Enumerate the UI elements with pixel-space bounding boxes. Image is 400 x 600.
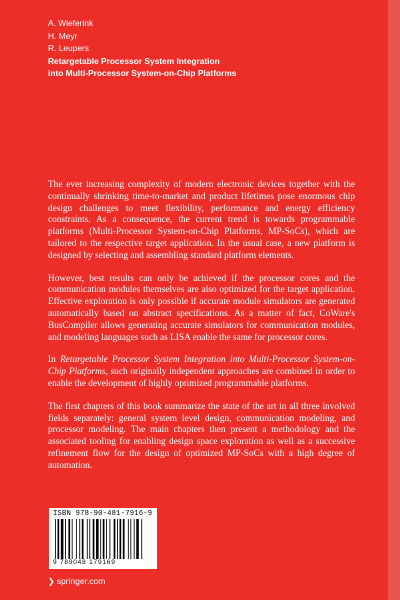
publisher-url-text: springer.com [56, 576, 106, 586]
publisher-url [48, 576, 105, 586]
book-title-line: into Multi-Processor System-on-Chip Platforms [48, 68, 237, 78]
isbn-barcode [49, 508, 157, 569]
cover-edge-strip [388, 0, 400, 600]
blurb-paragraph: The first chapters of this book summarize the state of the art in all three involved fields separately: general system level design, communication modeling, and processor modeling. The main chapters then present a methodology and the associated tooling for enabling design space exploration as well as a successive refinement flow for the design of optimized MP-SoCs with a high degree of automation. [48, 401, 355, 471]
blurb-paragraph [48, 355, 355, 390]
book-title-line: Retargetable Processor System Integration [48, 55, 220, 66]
arrow-icon: ❯ [48, 577, 55, 586]
blurb-paragraph: The ever increasing complexity of modern electronic devices together with the continually shrinking time-to-market and product lifetimes pose enormous chip design challenges to meet flexibility, performance and energy efficiency constraints. As a consequence, the current trend is towards programmable platforms (Multi-Processor System-on-Chip Platforms, MP-SoCs), which are tailored to the respective target application. In the usual case, a new platform is designed by selecting and assembling standard platform elements. [48, 180, 355, 261]
blurb-paragraph: However, best results can only be achieved if the processor cores and the communication modules themselves are also optimized for the target application. Effective exploration is only possible if accurate module simulators are generated automatically based on abstract specifications. As a matter of fact, CoWare's BusCompiler allows generating accurate simulators for communication modules, and modeling languages such as LISA enable the same for processor cores. [48, 273, 355, 343]
blurb-text: In [48, 355, 61, 366]
author-name: A. Wieferink [48, 18, 94, 28]
back-cover-blurb [48, 180, 355, 473]
author-name: R. Leupers [48, 43, 89, 53]
barcode-bars [55, 519, 151, 559]
blurb-text: , such originally independent approaches are combined in order to enable the development of highly optimized programmable platforms. [48, 367, 355, 389]
isbn-number: ISBN 978-90-481-7916-9 [53, 510, 153, 518]
author-block [48, 17, 368, 80]
blurb-book-title: Retargetable Processor System Integration into Multi-Processor System-on-Chip Platforms [48, 355, 355, 378]
author-name: H. Meyr [48, 30, 78, 41]
ean-number: 9 789048 179169 [53, 559, 116, 566]
